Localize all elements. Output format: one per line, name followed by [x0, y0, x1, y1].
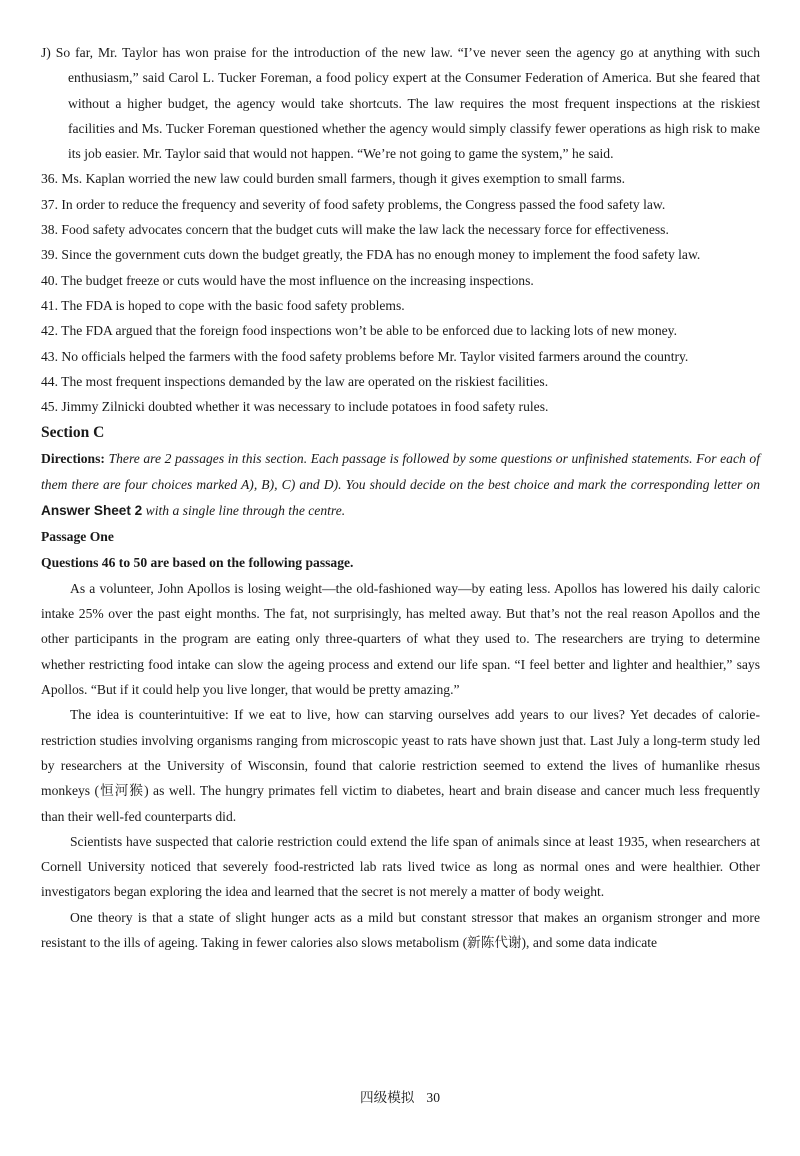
passage-paragraph-4: One theory is that a state of slight hunger acts as a mild but constant stressor that makes an organism stronger and more resistant to the ills of ageing. Taking in fewer calories also slows metabolism (新陈代谢), and some data indicate	[41, 909, 760, 950]
passage-title: Passage One	[41, 528, 114, 544]
question-36: 36. Ms. Kaplan worried the new law could burden small farmers, though it gives exemption to small farms.	[41, 171, 626, 187]
question-39: 39. Since the government cuts down the budget greatly, the FDA has no enough money to implement the food safety law.	[41, 247, 701, 263]
question-43: 43. No officials helped the farmers with the food safety problems before Mr. Taylor visited farmers around the country.	[41, 348, 689, 364]
answer-sheet-label: Answer Sheet 2	[41, 503, 143, 519]
question-38: 38. Food safety advocates concern that the budget cuts will make the law lack the necessary force for effectiveness.	[41, 222, 669, 238]
question-40: 40. The budget freeze or cuts would have the most influence on the increasing inspections.	[41, 272, 534, 288]
question-41: 41. The FDA is hoped to cope with the basic food safety problems.	[41, 297, 405, 313]
directions-text-1: There are 2 passages in this section. Each passage is followed by some questions or unfinished statements. For each of them there are four choices marked A), B), C) and D). You should decide on the best choice and mark the corresponding letter on	[41, 451, 760, 493]
page-number: 30	[426, 1090, 440, 1105]
question-44: 44. The most frequent inspections demanded by the law are operated on the riskiest facilities.	[41, 373, 549, 389]
passage-paragraph-2: The idea is counterintuitive: If we eat to live, how can starving ourselves add years to our lives? Yet decades of calorie-restriction studies involving organisms ranging from microscopic yeast to rats have shown just that. Last July a long-term study led by researchers at the University of Wisconsin, found that calorie restriction seemed to extend the lives of humanlike rhesus monkeys (恒河猴) as well. The hungry primates fell victim to diabetes, heart and brain disease and cancer much less frequently than their well-fed counterparts did.	[41, 707, 760, 824]
footer-label: 四级模拟	[360, 1090, 415, 1105]
directions-text-2: with a single line through the centre.	[145, 503, 346, 519]
passage-paragraph-3: Scientists have suspected that calorie restriction could extend the life span of animals since at least 1935, when researchers at Cornell University noticed that severely food-restricted lab rats lived twice as long as normal ones and were healthier. Other investigators began exploring the idea and learned that the secret is not merely a matter of body weight.	[41, 833, 760, 900]
page-footer	[0, 1088, 800, 1108]
question-37: 37. In order to reduce the frequency and severity of food safety problems, the Congress passed the food safety law.	[41, 196, 666, 212]
directions-label: Directions:	[41, 451, 105, 467]
question-42: 42. The FDA argued that the foreign food inspections won’t be able to be enforced due to lacking lots of new money.	[41, 323, 677, 339]
paragraph-j: J) So far, Mr. Taylor has won praise for the introduction of the new law. “I’ve never seen the agency go at anything with such enthusiasm,” said Carol L. Tucker Foreman, a food policy expert at the Consumer Federation of America. But she feared that without a higher budget, the agency would take shortcuts. The law requires the most frequent inspections at the riskiest facilities and Ms. Tucker Foreman questioned whether the agency would simply classify fewer operations as high risk to make its job easier. Mr. Taylor said that would not happen. “We’re not going to game the system,” he said.	[41, 45, 760, 162]
passage-paragraph-1: As a volunteer, John Apollos is losing weight—the old-fashioned way—by eating less. Apollos has lowered his daily caloric intake 25% over the past eight months. The fat, not surprisingly, has melted away. But that’s not the real reason Apollos and the other participants in the program are eating only three-quarters of what they used to. The researchers are trying to determine whether restricting food intake can slow the ageing process and extend our life span. “I feel better and lighter and healthier,” says Apollos. “But if it could help you live longer, that would be pretty amazing.”	[41, 580, 760, 698]
section-c-title: Section C	[41, 424, 105, 442]
section-c-directions	[41, 446, 760, 523]
questions-intro: Questions 46 to 50 are based on the following passage.	[41, 554, 354, 570]
question-45: 45. Jimmy Zilnicki doubted whether it was necessary to include potatoes in food safety rules.	[41, 399, 549, 415]
